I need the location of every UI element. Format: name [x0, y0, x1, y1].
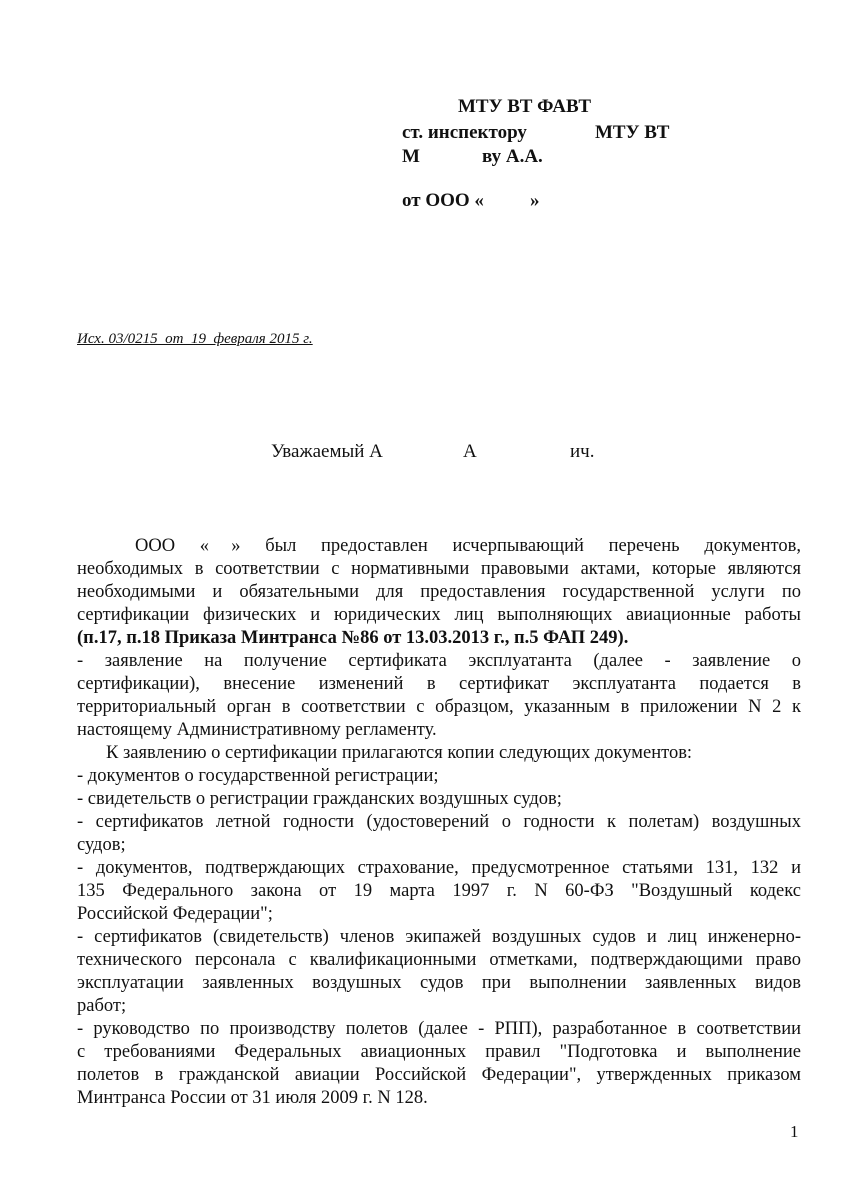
list-item: - свидетельств о регистрации гражданских воздушных судов; — [77, 789, 562, 809]
body-line: настоящему Административному регламенту. — [77, 720, 437, 740]
greeting-part-2: А — [463, 441, 477, 462]
body-line: территориальный орган в соответствии с образцом, указанным в приложении N 2 к — [77, 697, 801, 717]
body-line: технического персонала с квалификационными отметками, подтверждающими право — [77, 950, 801, 970]
sender-prefix: от ООО « — [402, 190, 484, 211]
body-line: 135 Федерального закона от 19 марта 1997 г. N 60-ФЗ "Воздушный кодекс — [77, 881, 801, 901]
sender-suffix: » — [530, 190, 540, 211]
list-item: - сертификатов летной годности (удостоверений о годности к полетам) воздушных — [77, 812, 801, 832]
body-line: К заявлению о сертификации прилагаются копии следующих документов: — [106, 743, 693, 763]
body-line: Минтранса России от 31 июля 2009 г. N 128. — [77, 1088, 428, 1108]
body-line: сертификации), внесение изменений в сертификат эксплуатанта подается в — [77, 674, 801, 694]
addressee-name-initial: М — [402, 146, 420, 167]
addressee-title: ст. инспектору — [402, 122, 527, 143]
body-line: сертификации физических и юридических лиц выполняющих авиационные работы — [77, 605, 801, 625]
page-number: 1 — [790, 1122, 799, 1141]
list-item: - руководство по производству полетов (далее - РПП), разработанное в соответствии — [77, 1019, 801, 1039]
addressee-name: ву А.А. — [482, 146, 543, 167]
list-item: - документов, подтверждающих страхование, предусмотренное статьями 131, 132 и — [77, 858, 801, 878]
body-line: с требованиями Федеральных авиационных правил "Подготовка и выполнение — [77, 1042, 801, 1062]
body-line-legal-reference: (п.17, п.18 Приказа Минтранса №86 от 13.03.2013 г., п.5 ФАП 249). — [77, 628, 629, 648]
list-item: - сертификатов (свидетельств) членов экипажей воздушных судов и лиц инженерно- — [77, 927, 801, 947]
body-line: Российской Федерации"; — [77, 904, 273, 924]
body-line: необходимых в соответствии с нормативными правовыми актами, которые являются — [77, 559, 801, 579]
body-line: ООО « » был предоставлен исчерпывающий перечень документов, — [135, 536, 801, 556]
outgoing-reference: Исх. 03/0215 от 19 февраля 2015 г. — [77, 331, 313, 347]
greeting-part-1: Уважаемый А — [271, 441, 383, 462]
body-line: эксплуатации заявленных воздушных судов при выполнении заявленных видов — [77, 973, 801, 993]
body-line: работ; — [77, 996, 127, 1016]
body-line: судов; — [77, 835, 126, 855]
addressee-org: МТУ ВТ — [595, 122, 670, 143]
body-line: необходимыми и обязательными для предоставления государственной услуги по — [77, 582, 801, 602]
list-item: - документов о государственной регистрации; — [77, 766, 439, 786]
header-org: МТУ ВТ ФАВТ — [458, 96, 592, 117]
greeting-part-3: ич. — [570, 441, 595, 462]
body-line: полетов в гражданской авиации Российской Федерации", утвержденных приказом — [77, 1065, 801, 1085]
body-line: - заявление на получение сертификата эксплуатанта (далее - заявление о — [77, 651, 801, 671]
